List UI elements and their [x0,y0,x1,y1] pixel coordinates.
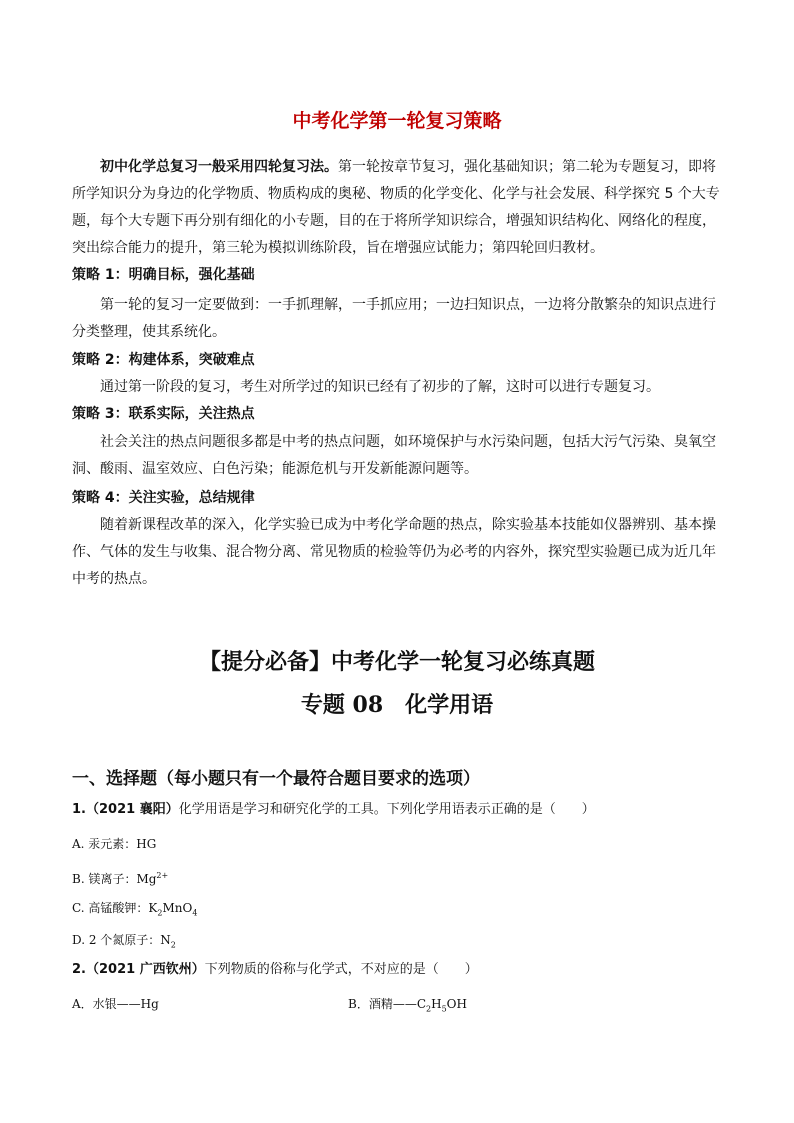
question-number: 1. [72,802,86,817]
strategy-4-heading: 策略 4：关注实验，总结规律 [72,490,255,506]
exam-title: 【提分必备】中考化学一轮复习必练真题 [198,649,595,675]
question-source: （2021 襄阳） [85,802,179,817]
strategy-2-body: 通过第一阶段的复习，考生对所学过的知识已经有了初步的了解，这时可以进行专题复习。 [100,379,660,395]
question-source: （2021 广西钦州） [85,962,205,977]
strategy-3-body: 社会关注的热点问题很多都是中考的热点问题，如环境保护与水污染问题，包括大污气污染、臭氧空洞、酸雨、温室效应、白色污染；能源危机与开发新能源问题等。 [72,434,716,477]
intro-paragraph [72,154,722,262]
intro-text: 第一轮按章节复习，强化基础知识；第二轮为专题复习，即将所学知识分为身边的化学物质、物质构成的奥秘、物质的化学变化、化学与社会发展、科学探究 5 个大专题，每个大专题下再分别有细化的小专题，目的在于将所学知识综合，增强知识结构化、网络化的程度，突出综合能力的提升，第三轮为模拟训练阶段，旨在增强应试能力；第四轮回归教材。 [72,159,720,256]
strategy-3-heading: 策略 3：联系实际，关注热点 [72,406,255,422]
question-number: 2. [72,962,86,977]
question-1 [72,800,595,820]
q2-option-a: A．水银——Hg [72,997,159,1011]
question-2 [72,960,478,980]
question-stem: 下列物质的俗称与化学式，不对应的是（ ） [204,962,478,977]
topic-title: 专题 08 化学用语 [300,692,494,718]
intro-bold-text: 初中化学总复习一般采用四轮复习法。 [100,159,338,175]
question-stem: 化学用语是学习和研究化学的工具。下列化学用语表示正确的是（ ） [178,802,595,817]
strategy-1-body: 第一轮的复习一定要做到：一手抓理解，一手抓应用；一边扫知识点，一边将分散繁杂的知识点进行分类整理，使其系统化。 [72,297,716,340]
strategy-2-heading: 策略 2：构建体系，突破难点 [72,352,255,368]
strategy-1-heading: 策略 1：明确目标，强化基础 [72,267,255,283]
q2-option-b: B．酒精$——C_2H_5OH$ [348,997,467,1014]
q1-option-b: B. 镁离子：$Mg^{2+}$ [72,871,169,886]
strategy-4-body: 随着新课程改革的深入，化学实验已成为中考化学命题的热点，除实验基本技能如仪器辨别、基本操作、气体的发生与收集、混合物分离、常见物质的检验等仍为必考的内容外，探究型实验题已成为近几年中考的热点。 [72,517,716,587]
document-title: 中考化学第一轮复习策略 [292,110,502,132]
q1-option-a: A. 汞元素：HG [72,837,157,851]
section-heading: 一、选择题（每小题只有一个最符合题目要求的选项） [72,769,480,789]
q1-option-d: D. 2 个氮原子：$N_2$ [72,933,176,950]
q1-option-c: C. 高锰酸钾：$K_2MnO_4$ [72,901,198,918]
